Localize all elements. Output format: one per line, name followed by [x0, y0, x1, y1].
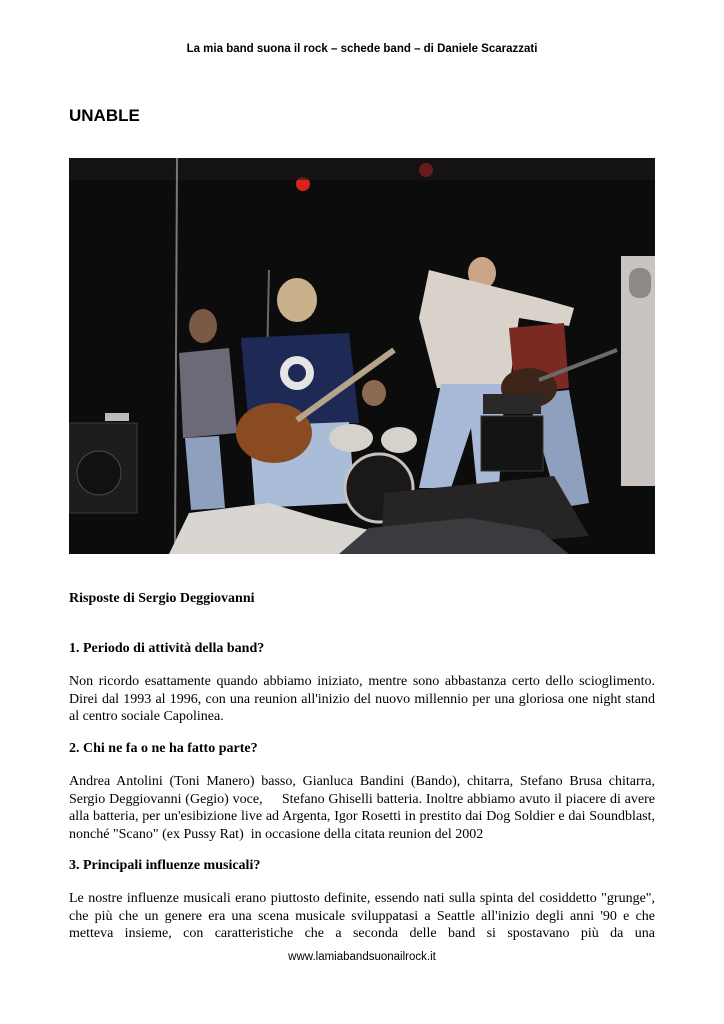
answer-1: Non ricordo esattamente quando abbiamo iniziato, mentre sono abbastanza certo dello scioglimento. Direi dal 1993 al 1996, con una reunion all'inizio del nuovo millennio per una gloriosa one night stand al centro sociale Capolinea. [69, 674, 655, 724]
answers-by-heading: Risposte di Sergio Deggiovanni [69, 591, 255, 606]
question-3: 3. Principali influenze musicali? [69, 858, 261, 873]
band-live-photo [69, 158, 655, 554]
question-1: 1. Periodo di attività della band? [69, 641, 265, 656]
band-title: UNABLE [69, 106, 140, 125]
answer-3: Le nostre influenze musicali erano piuttosto definite, essendo nati sulla spinta del cosiddetto "grunge", che più che un genere era una scena musicale sviluppatasi a Seattle all'inizio degli anni '90 e che metteva insieme, con caratteristiche che a seconda delle band si spostavano più da una [69, 891, 655, 941]
answer-2: Andrea Antolini (Toni Manero) basso, Gianluca Bandini (Bando), chitarra, Stefano Brusa chitarra, Sergio Deggiovanni (Gegio) voce, Stefano Ghiselli batteria. Inoltre abbiamo avuto il piacere di avere alla batteria, per un'esibizione live ad Argenta, Igor Rosetti in prestito dai Dog Soldier e dai Soundblast, nonché "Scano" (ex Pussy Rat) in occasione della citata reunion del 2002 [69, 774, 659, 842]
page-header: La mia band suona il rock – schede band – di Daniele Scarazzati [186, 43, 538, 55]
footer-url: www.lamiabandsuonailrock.it [288, 951, 436, 963]
question-2: 2. Chi ne fa o ne ha fatto parte? [69, 741, 258, 756]
